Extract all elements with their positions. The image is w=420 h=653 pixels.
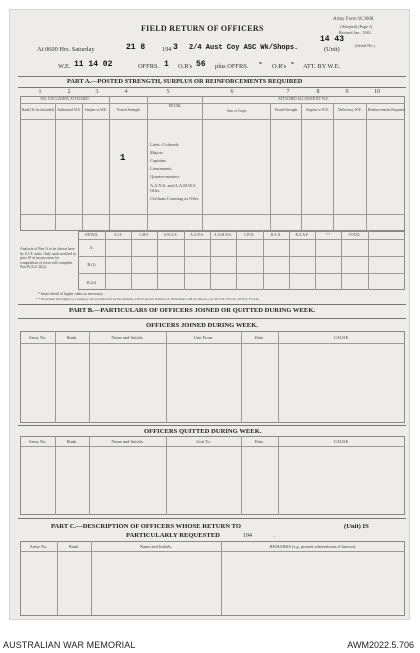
joined-title: OFFICERS JOINED DURING WEEK. <box>146 322 258 329</box>
or-label: O.R's <box>178 63 193 70</box>
analysis-col: C.M.F. <box>139 233 149 237</box>
offrs-label: OFFRS. <box>138 63 160 70</box>
analysis-detail-header: DETAIL <box>85 233 98 237</box>
grid-line <box>78 256 405 257</box>
year-value: 3 <box>173 43 178 52</box>
grid-line <box>263 231 264 290</box>
grid-line <box>366 103 367 231</box>
part-a-title-rule <box>18 87 406 88</box>
grid-line <box>157 231 158 290</box>
caption-accession: AWM2022.5.706 <box>347 640 414 650</box>
quitted-top-rule <box>18 425 406 426</box>
rank-header: Rank (To be Included) <box>21 108 55 112</box>
revised-note: Revised Jan., 1943 <box>339 30 371 35</box>
adopted-note: (Adopted) (Page 1) <box>340 24 373 29</box>
col-number: 7 <box>286 89 290 95</box>
part-c-title-line2: PARTICULARLY REQUESTED <box>126 532 220 539</box>
col-number: 6 <box>230 89 234 95</box>
joined-table <box>20 331 405 423</box>
surplus-we-header: Surplus to W.E. <box>306 108 329 112</box>
grid-line <box>131 231 132 290</box>
detail-item: A.A.N.S. and A.A.M.W.S. Offrs. <box>150 183 197 193</box>
col-number: 1 <box>38 89 42 95</box>
part-b-title-rule <box>18 318 406 319</box>
posted-strength-header: Posted Strength <box>274 108 298 112</box>
grid-line <box>184 231 185 290</box>
caption-source: AUSTRALIAN WAR MEMORIAL <box>3 640 136 650</box>
unit-label: (Unit) <box>324 46 340 53</box>
grid-line <box>20 103 405 104</box>
joined-header: Rank. <box>66 335 78 340</box>
joined-header: CAUSE. <box>333 335 350 340</box>
grid-line <box>55 436 56 515</box>
quitted-header: Army No. <box>28 439 47 444</box>
part-c-header: Rank. <box>68 544 80 549</box>
grid-line <box>301 103 302 231</box>
offrs-value: 1 <box>164 60 169 69</box>
arm-corps-header: Arm or Corps <box>226 109 247 113</box>
detail-item: Captains <box>150 158 167 163</box>
analysis-col: CIVIL. <box>244 233 255 237</box>
form-title: FIELD RETURN OF OFFICERS <box>141 24 264 33</box>
part-a-top-rule <box>18 76 406 77</box>
we-excluding-header: W.E. EXCLUDING ATTACHED <box>40 97 89 101</box>
grid-line <box>55 103 56 231</box>
part-c-year-dot: . <box>274 533 276 539</box>
grid-line <box>89 436 90 515</box>
part-b-title: PART B.—PARTICULARS OF OFFICERS JOINED OR QUITTED DURING WEEK. <box>69 307 316 314</box>
part-c-header: Name and Initials. <box>139 544 173 549</box>
attached-allowed-header: ATTACHED ALLOWED BY W.E. <box>278 97 329 101</box>
quitted-table <box>20 436 405 515</box>
grid-line <box>20 551 405 552</box>
part-c-header: REMARKS (e.g. present whereabouts if known). <box>269 544 357 549</box>
analysis-row-label: B.(i) <box>87 262 96 267</box>
grid-line <box>241 436 242 515</box>
joined-header: Army No. <box>28 335 47 340</box>
grid-line <box>315 231 316 290</box>
we-label: W.E. <box>58 63 71 70</box>
serial-value: 14 43 <box>320 35 345 44</box>
authorised-header: Authorised W.E. <box>57 108 81 112</box>
analysis-col: * * <box>325 233 331 237</box>
col-number: 4 <box>124 89 128 95</box>
col-number: 5 <box>166 89 170 95</box>
at-label: At 0600 Hrs. Saturday <box>37 46 95 53</box>
grid-line <box>236 231 237 290</box>
grid-line <box>147 96 148 231</box>
grid-line <box>341 231 342 290</box>
detail-item: Lieut.-Colonels <box>150 142 179 147</box>
footnote: * Insert detail of higher ranks as necessary. <box>38 292 104 296</box>
part-c-top-rule <box>18 518 406 519</box>
analysis-col: R.A.A.F. <box>295 233 309 237</box>
analysis-col: A.A.M.W.S. <box>214 233 232 237</box>
quitted-header: Date. <box>254 439 265 444</box>
col-number: 2 <box>67 89 71 95</box>
part-c-header: Army No. <box>29 544 48 549</box>
joined-header: Date. <box>254 335 265 340</box>
grid-line <box>78 273 405 274</box>
grid-line <box>221 541 222 616</box>
grid-line <box>20 214 405 215</box>
or2-label: O.R's <box>272 63 287 70</box>
posted-header: Posted Strength <box>117 108 140 112</box>
army-form-number: Army Form W.3008 <box>333 17 374 22</box>
we-value: 11 14 02 <box>74 60 113 69</box>
grid-line <box>109 96 110 231</box>
grid-line <box>166 436 167 515</box>
grid-line <box>105 231 106 290</box>
year-prefix: 194 <box>162 46 172 53</box>
or-value: 56 <box>196 60 206 69</box>
part-a-title: PART A.—POSTED STRENGTH, SURPLUS OR REINFORCEMENTS REQUIRED <box>67 78 303 85</box>
analysis-col: A.I.F. <box>113 233 123 237</box>
col-number: 9 <box>345 89 349 95</box>
grid-line <box>78 239 405 240</box>
quitted-header: Unit To. <box>196 439 211 444</box>
grid-line <box>20 343 405 344</box>
grid-line <box>82 103 83 231</box>
analysis-col: R.A.N. <box>270 233 282 237</box>
surplus-header: Surplus to W.E. <box>84 108 108 112</box>
quitted-title: OFFICERS QUITTED DURING WEEK. <box>144 428 262 435</box>
or2-value: - <box>290 59 295 68</box>
unit-value: 2/4 Aust Coy ASC Wk/Shops. <box>189 44 299 52</box>
grid-line <box>210 231 211 290</box>
grid-line <box>57 541 58 616</box>
joined-header: Name and Initials. <box>111 335 144 340</box>
grid-line <box>270 103 271 231</box>
plus-offrs-value: - <box>258 59 263 68</box>
grid-line <box>278 331 279 423</box>
deficiency-header: Deficiency W.E. <box>338 108 362 112</box>
part-c-title-line1: PART C.—DESCRIPTION OF OFFICERS WHOSE RETURN TO <box>51 523 241 530</box>
detail-item: Lieutenants <box>150 166 172 171</box>
plus-offrs-label: plus OFFRS. <box>215 63 249 70</box>
grid-line <box>91 541 92 616</box>
analysis-col: TOTAL <box>348 233 361 237</box>
reinforcements-header: Reinforcements Required <box>367 108 405 112</box>
grid-line <box>20 119 405 120</box>
joined-header: Unit From. <box>193 335 214 340</box>
detail-item: Quarter-masters <box>150 174 180 179</box>
grid-line <box>368 231 369 290</box>
detail-item: Civilians Counting as Offrs. <box>150 196 200 201</box>
analysis-note: Analysis of Part A to be shown here by A.I.F. units. Only units notified in para 10 of instructions for compilation of form will complete Part B (Col 2(b)). <box>20 247 77 270</box>
col-number: 10 <box>374 89 380 95</box>
grid-line <box>55 331 56 423</box>
grid-line <box>278 436 279 515</box>
grid-line <box>20 446 405 447</box>
part-a-table <box>20 96 405 231</box>
grid-line <box>202 96 203 231</box>
quitted-header: Rank. <box>66 439 78 444</box>
analysis-row-label: A. <box>89 245 94 250</box>
day-value: 21 8 <box>126 43 146 52</box>
att-label: ATT. BY W.E. <box>303 63 341 70</box>
footnote: * * Personnel belonging to a category not provided for in the analysis will be shown in this Col. Particulars will be shown, e.g. 20 U.K. Forces; 10 N.Z. Forces. <box>36 297 260 301</box>
part-c-year: 194 <box>243 533 252 539</box>
part-c-unit-is: (Unit) IS <box>344 523 369 530</box>
grid-line <box>166 331 167 423</box>
analysis-row-label: B.(ii) <box>86 280 97 285</box>
detail-header: DETAIL <box>168 104 182 108</box>
col-number: 3 <box>95 89 99 95</box>
grid-line <box>89 331 90 423</box>
col-number: 8 <box>316 89 320 95</box>
posted-strength-value: 1 <box>120 153 126 163</box>
quitted-header: CAUSE. <box>333 439 350 444</box>
analysis-col: A.W.A.S. <box>163 233 178 237</box>
grid-line <box>289 231 290 290</box>
quitted-header: Name and Initials. <box>111 439 144 444</box>
detail-item: Majors <box>150 150 164 155</box>
part-c-table <box>20 541 405 616</box>
part-b-top-rule <box>18 304 406 305</box>
analysis-col: A.A.N.S. <box>190 233 204 237</box>
serial-label: (Serial No.) <box>355 43 375 48</box>
grid-line <box>333 103 334 231</box>
grid-line <box>241 331 242 423</box>
